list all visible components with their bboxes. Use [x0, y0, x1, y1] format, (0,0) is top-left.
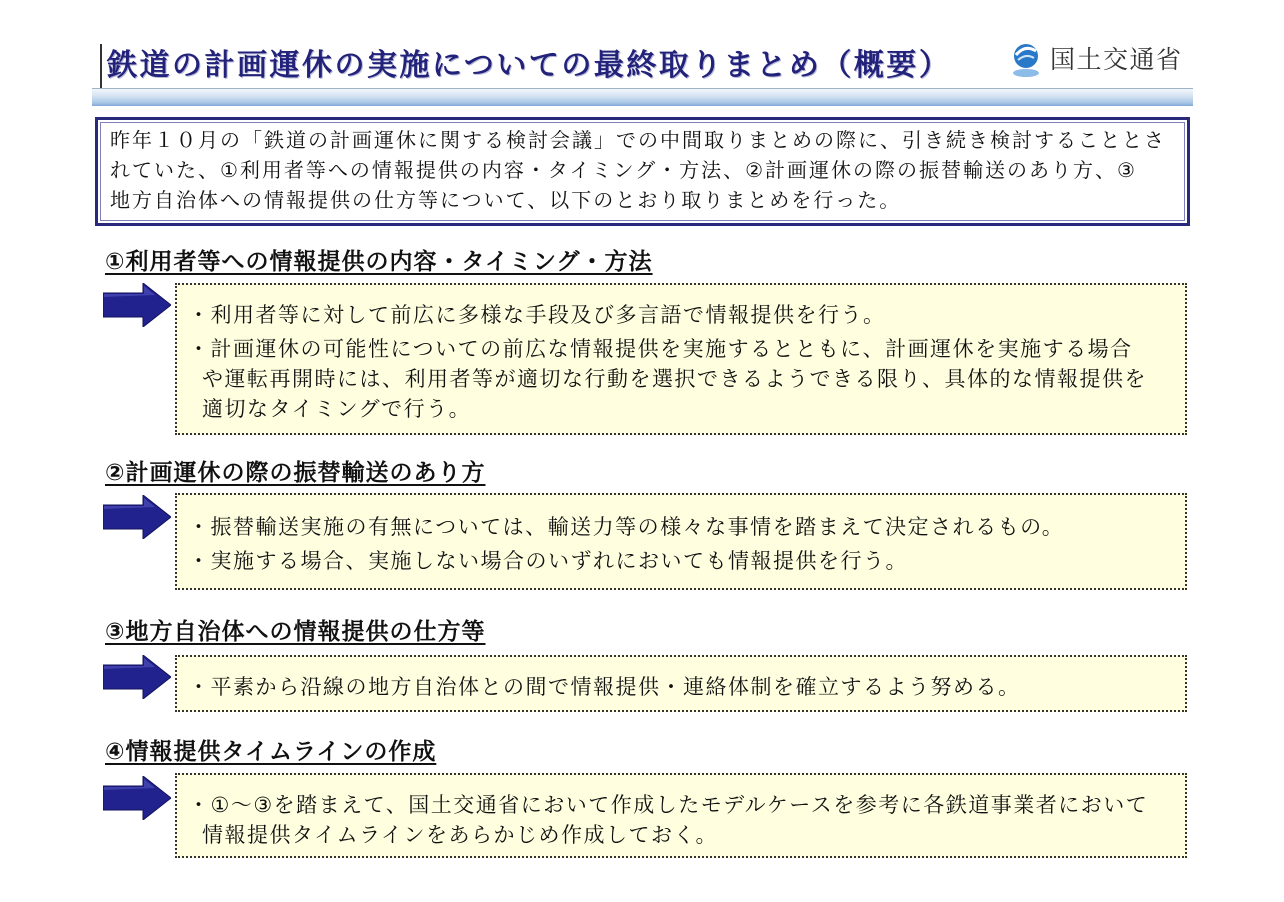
section-heading-3: ③地方自治体への情報提供の仕方等 — [105, 619, 486, 645]
bullet-item — [188, 334, 1185, 424]
bullet-line: ・振替輸送実施の有無については、輸送力等の様々な事情を踏まえて決定されるもの。 — [188, 515, 1065, 539]
section-heading-2: ②計画運休の際の振替輸送のあり方 — [105, 460, 486, 486]
bullet-item — [188, 300, 1185, 330]
section-4-content-box — [175, 773, 1187, 858]
intro-line: 昨年１０月の「鉄道の計画運休に関する検討会議」での中間取りまとめの際に、引き続き検討することとさ — [110, 128, 1166, 152]
bullet-line: 適切なタイミングで行う。 — [202, 397, 472, 421]
intro-summary-box — [95, 117, 1190, 226]
right-arrow-icon — [103, 655, 171, 699]
intro-line: れていた、①利用者等への情報提供の内容・タイミング・方法、②計画運休の際の振替輸送のあり方、③ — [110, 158, 1137, 182]
bullet-line: ・計画運休の可能性についての前広な情報提供を実施するとともに、計画運休を実施する場合 — [188, 337, 1133, 361]
bullet-line: ・実施する場合、実施しない場合のいずれにおいても情報提供を行う。 — [188, 549, 908, 573]
bullet-line: ・平素から沿線の地方自治体との間で情報提供・連絡体制を確立するよう努める。 — [188, 675, 1021, 699]
ministry-logo — [1010, 40, 1183, 80]
section-heading-1: ①利用者等への情報提供の内容・タイミング・方法 — [105, 249, 653, 275]
title-block — [100, 44, 951, 88]
bullet-item — [188, 512, 1185, 542]
page-title: 鉄道の計画運休の実施についての最終取りまとめ（概要） — [107, 48, 952, 83]
right-arrow-icon — [103, 776, 171, 820]
bullet-line: ・利用者等に対して前広に多様な手段及び多言語で情報提供を行う。 — [188, 303, 886, 327]
logo-text: 国土交通省 — [1050, 45, 1183, 74]
bullet-item — [188, 546, 1185, 576]
bullet-line: 情報提供タイムラインをあらかじめ作成しておく。 — [202, 823, 719, 847]
section-heading-4: ④情報提供タイムラインの作成 — [105, 739, 437, 765]
intro-line: 地方自治体への情報提供の仕方等について、以下のとおり取りまとめを行った。 — [110, 188, 902, 212]
section-2-content-box — [175, 493, 1187, 590]
bullet-line: や運転再開時には、利用者等が適切な行動を選択できるようできる限り、具体的な情報提供を — [202, 367, 1147, 391]
right-arrow-icon — [103, 495, 171, 539]
bullet-item — [188, 790, 1185, 850]
section-3-content-box — [175, 655, 1187, 712]
right-arrow-icon — [103, 283, 171, 327]
bullet-item — [188, 672, 1185, 702]
bullet-line: ・①～③を踏まえて、国土交通省において作成したモデルケースを参考に各鉄道事業者において — [188, 793, 1149, 817]
mlit-emblem-icon — [1010, 42, 1042, 78]
header-band — [92, 88, 1193, 106]
section-1-content-box — [175, 283, 1187, 435]
